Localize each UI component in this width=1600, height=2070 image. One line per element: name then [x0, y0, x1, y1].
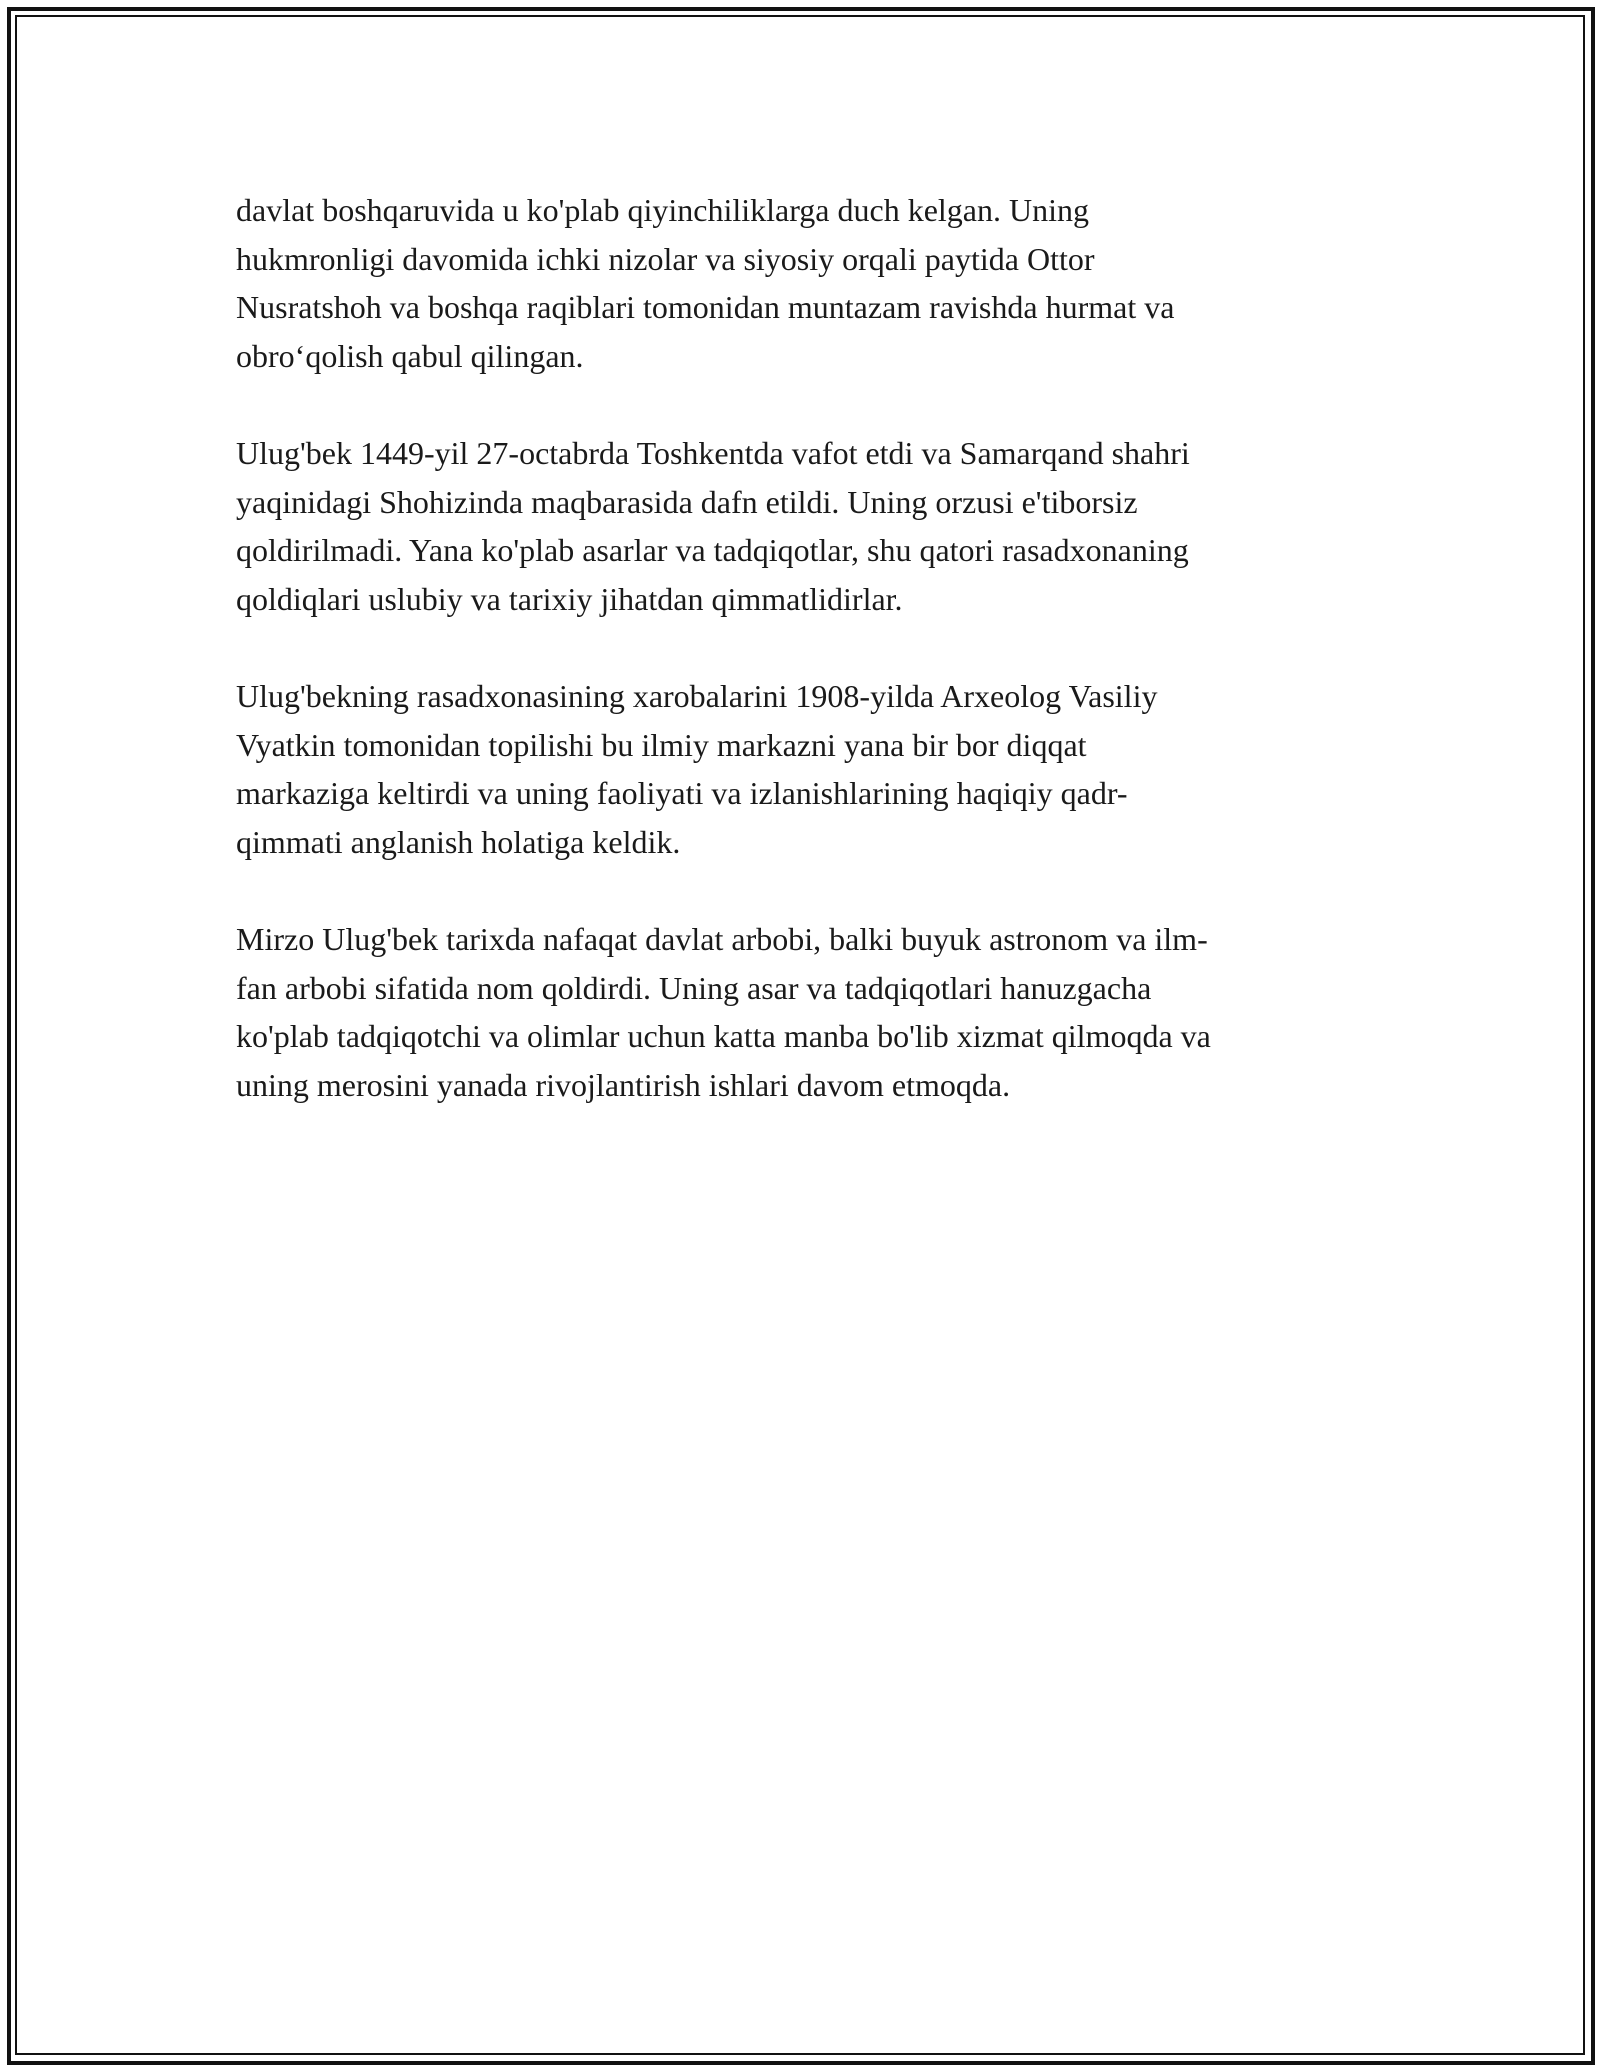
text-line: yaqinidagi Shohizinda maqbarasida dafn etildi. Uning orzusi e'tiborsiz: [236, 483, 1138, 520]
text-line: fan arbobi sifatida nom qoldirdi. Uning asar va tadqiqotlari hanuzgacha: [236, 969, 1152, 1006]
text-line: qimmati anglanish holatiga keldik.: [236, 823, 681, 860]
text-line: davlat boshqaruvida u ko'plab qiyinchiliklarga duch kelgan. Uning: [236, 192, 1089, 228]
text-line: qoldirilmadi. Yana ko'plab asarlar va tadqiqotlar, shu qatori rasadxonaning: [236, 532, 1189, 568]
text-line: Ulug'bekning rasadxonasining xarobalarini 1908-yilda Arxeolog Vasiliy: [236, 678, 1158, 714]
text-line: hukmronligi davomida ichki nizolar va siyosiy orqali paytida Ottor: [236, 240, 1095, 277]
paragraph-3: [236, 672, 1356, 866]
text-line: ko'plab tadqiqotchi va olimlar uchun katta manba bo'lib xizmat qilmoqda va: [236, 1018, 1211, 1054]
text-line: qoldiqlari uslubiy va tarixiy jihatdan qimmatlidirlar.: [236, 580, 903, 617]
paragraph-2: [236, 429, 1356, 623]
text-line: markaziga keltirdi va uning faoliyati va izlanishlarining haqiqiy qadr-: [236, 775, 1128, 811]
text-line: Nusratshoh va boshqa raqiblari tomonidan muntazam ravishda hurmat va: [236, 289, 1175, 325]
text-line: obro‘qolish qabul qilingan.: [236, 337, 584, 374]
document-body: [236, 186, 1356, 1158]
text-line: uning merosini yanada rivojlantirish ishlari davom etmoqda.: [236, 1066, 1011, 1103]
paragraph-4: [236, 915, 1356, 1109]
text-line: Ulug'bek 1449-yil 27-octabrda Toshkentda vafot etdi va Samarqand shahri: [236, 435, 1190, 471]
paragraph-1: [236, 186, 1356, 380]
text-line: Mirzo Ulug'bek tarixda nafaqat davlat arbobi, balki buyuk astronom va ilm-: [236, 921, 1208, 957]
text-line: Vyatkin tomonidan topilishi bu ilmiy markazni yana bir bor diqqat: [236, 726, 1087, 763]
